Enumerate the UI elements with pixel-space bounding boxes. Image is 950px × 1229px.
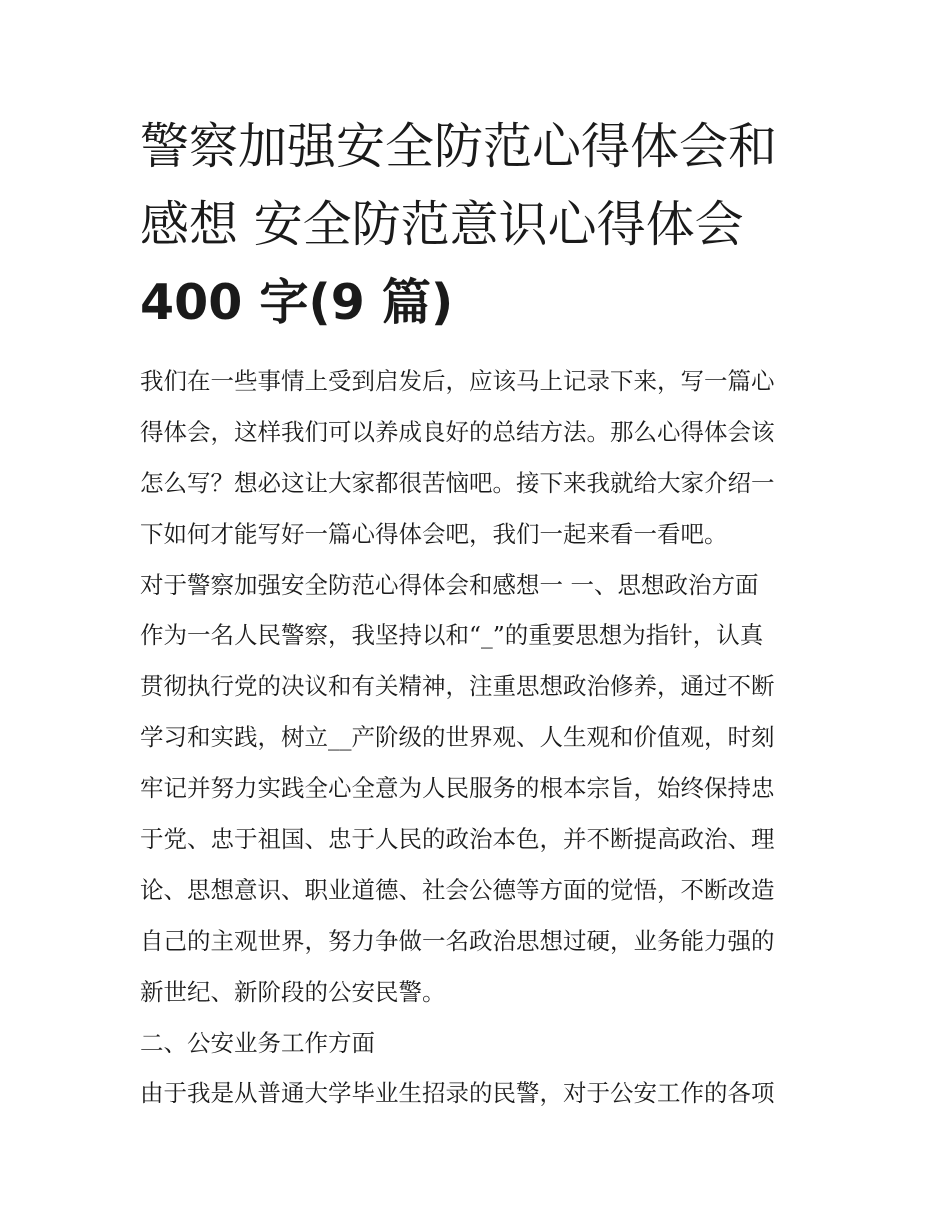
text-line: 贯彻执行党的决议和有关精神，注重思想政治修养，通过不断: [140, 672, 775, 701]
section-two-heading: 二、公安业务工作方面: [140, 1028, 375, 1057]
section-one-paragraph: [140, 560, 830, 1018]
text-line: 怎么写？想必这让大家都很苦恼吧。接下来我就给大家介绍一: [140, 468, 775, 497]
text-line: 下如何才能写好一篇心得体会吧，我们一起来看一看吧。: [140, 519, 728, 548]
text-line: 论、思想意识、职业道德、社会公德等方面的觉悟，不断改造: [140, 875, 775, 904]
section-two-paragraph: [140, 1018, 830, 1120]
text-line: 得体会，这样我们可以养成良好的总结方法。那么心得体会该: [140, 417, 775, 446]
text-line: 于党、忠于祖国、忠于人民的政治本色，并不断提高政治、理: [140, 825, 775, 854]
text-line: 学习和实践，树立__产阶级的世界观、人生观和价值观，时刻: [140, 723, 775, 752]
text-line: 作为一名人民警察，我坚持以和“_”的重要思想为指针，认真: [140, 621, 764, 650]
intro-paragraph: [140, 356, 830, 560]
title-line: 警察加强安全防范心得体会和: [140, 118, 778, 175]
text-line: 新世纪、新阶段的公安民警。: [140, 977, 446, 1006]
text-line: 牢记并努力实践全心全意为人民服务的根本宗旨，始终保持忠: [140, 774, 775, 803]
document-body: [140, 356, 830, 1119]
text-line: 由于我是从普通大学毕业生招录的民警，对于公安工作的各项: [140, 1079, 775, 1108]
text-line: 自己的主观世界，努力争做一名政治思想过硬，业务能力强的: [140, 926, 775, 955]
title-line: 感想 安全防范意识心得体会: [140, 196, 744, 253]
section-one-heading: 对于警察加强安全防范心得体会和感想一 一、思想政治方面: [140, 570, 759, 599]
document-title: [140, 108, 830, 342]
title-line: 400 字(9 篇): [140, 274, 454, 331]
text-line: 我们在一些事情上受到启发后，应该马上记录下来，写一篇心: [140, 367, 775, 395]
